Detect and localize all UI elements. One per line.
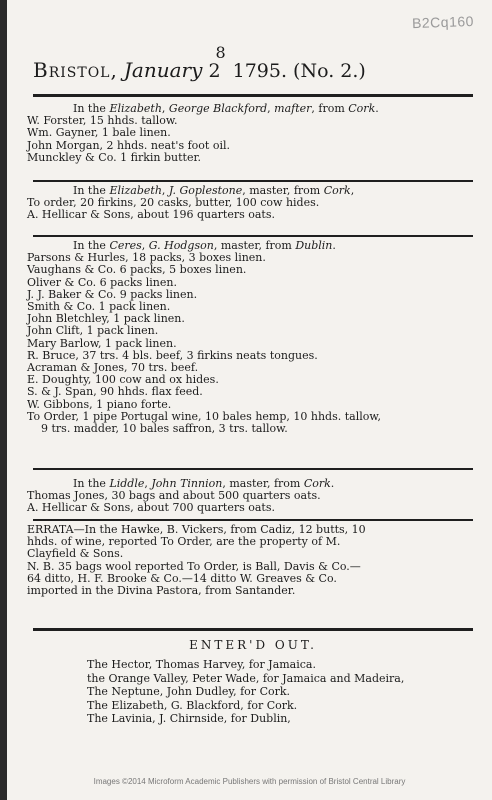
page-binding-edge	[0, 0, 7, 800]
section-2-heading: In the Elizabeth, J. Goplestone, master, from Cork,	[73, 184, 355, 197]
section-3-heading: In the Ceres, G. Hodgson, master, from Dublin.	[73, 239, 336, 252]
list-item: John Morgan, 2 hhds. neat's foot oil.	[27, 138, 230, 152]
masthead-day-wrap	[208, 43, 226, 82]
errata-line: N. B. 35 bags wool reported To Order, is Ball, Davis & Co.—	[27, 559, 361, 573]
masthead-month: January	[123, 58, 203, 82]
section-4-heading: In the Liddle, John Tinnion, master, from Cork.	[73, 477, 335, 490]
list-item: The Lavinia, J. Chirnside, for Dublin,	[87, 712, 291, 726]
list-item: To Order, 1 pipe Portugal wine, 10 bales hemp, 10 hhds. tallow,	[27, 409, 381, 423]
list-item: The Elizabeth, G. Blackford, for Cork.	[87, 698, 298, 712]
errata-line: Clayfield & Sons.	[27, 547, 124, 561]
copyright-footer: Images ©2014 Microform Academic Publishers with permission of Bristol Central Library	[93, 777, 406, 786]
errata-line: ERRATA—In the Hawke, B. Vickers, from Cadiz, 12 butts, 10	[27, 523, 366, 536]
section-divider	[33, 235, 473, 237]
list-item: A. Hellicar & Sons, about 700 quarters oats.	[27, 501, 275, 515]
list-item: Mary Barlow, 1 pack linen.	[27, 336, 177, 350]
errata-block	[27, 524, 473, 597]
section-divider	[33, 519, 473, 521]
masthead-day-insert: 8	[215, 43, 226, 62]
cargo-section-2	[27, 185, 473, 222]
entered-out-heading: ENTER'D OUT.	[189, 638, 317, 652]
list-item: Parsons & Hurles, 18 packs, 3 boxes linen.	[27, 251, 266, 265]
list-item: John Clift, 1 pack linen.	[27, 324, 159, 338]
list-item: Wm. Gayner, 1 bale linen.	[27, 126, 171, 140]
list-item: W. Gibbons, 1 piano forte.	[27, 397, 172, 411]
list-item: Vaughans & Co. 6 packs, 5 boxes linen.	[27, 263, 247, 277]
masthead-city: Bristol,	[33, 58, 118, 82]
list-item: To order, 20 firkins, 20 casks, butter, 100 cow hides.	[27, 196, 320, 210]
section-divider	[33, 180, 473, 182]
archive-reference: B2Cq160	[411, 12, 475, 32]
list-item: Oliver & Co. 6 packs linen.	[27, 275, 177, 289]
entered-out-list	[87, 658, 487, 726]
list-item: Thomas Jones, 30 bags and about 500 quarters oats.	[27, 489, 321, 503]
list-item: John Bletchley, 1 pack linen.	[27, 312, 185, 326]
list-item: R. Bruce, 37 trs. 4 bls. beef, 3 firkins neats tongues.	[27, 348, 318, 362]
list-item: J. J. Baker & Co. 9 packs linen.	[27, 287, 198, 301]
list-item: Munckley & Co. 1 firkin butter.	[27, 150, 202, 164]
list-item: the Orange Valley, Peter Wade, for Jamaica and Madeira,	[87, 671, 405, 685]
list-item: W. Forster, 15 hhds. tallow.	[27, 114, 178, 128]
section-1-heading: In the Elizabeth, George Blackford, mafter, from Cork.	[73, 102, 379, 115]
list-item: The Neptune, John Dudley, for Cork.	[87, 685, 291, 699]
masthead-day: 2	[208, 60, 221, 82]
section-divider	[33, 628, 473, 631]
errata-line: hhds. of wine, reported To Order, are the property of M.	[27, 535, 341, 549]
errata-line: imported in the Divina Pastora, from Santander.	[27, 584, 296, 598]
errata-line: 64 ditto, H. F. Brooke & Co.—14 ditto W. Greaves & Co.	[27, 571, 337, 585]
cargo-section-4	[27, 478, 473, 515]
list-item: The Hector, Thomas Harvey, for Jamaica.	[87, 658, 316, 671]
masthead-year-number: 1795. (No. 2.)	[232, 60, 366, 82]
cargo-section-3	[27, 240, 473, 435]
cargo-section-1	[27, 103, 473, 164]
list-item-continuation: 9 trs. madder, 10 bales saffron, 3 trs. tallow.	[41, 422, 288, 436]
list-item: E. Doughty, 100 cow and ox hides.	[27, 373, 219, 387]
list-item: Acraman & Jones, 70 trs. beef.	[27, 361, 199, 375]
masthead	[33, 43, 473, 82]
list-item: Smith & Co. 1 pack linen.	[27, 300, 171, 314]
list-item: S. & J. Span, 90 hhds. flax feed.	[27, 385, 203, 399]
masthead-rule	[33, 94, 473, 97]
document-page	[7, 0, 492, 800]
list-item: A. Hellicar & Sons, about 196 quarters oats.	[27, 208, 275, 222]
section-divider	[33, 468, 473, 470]
